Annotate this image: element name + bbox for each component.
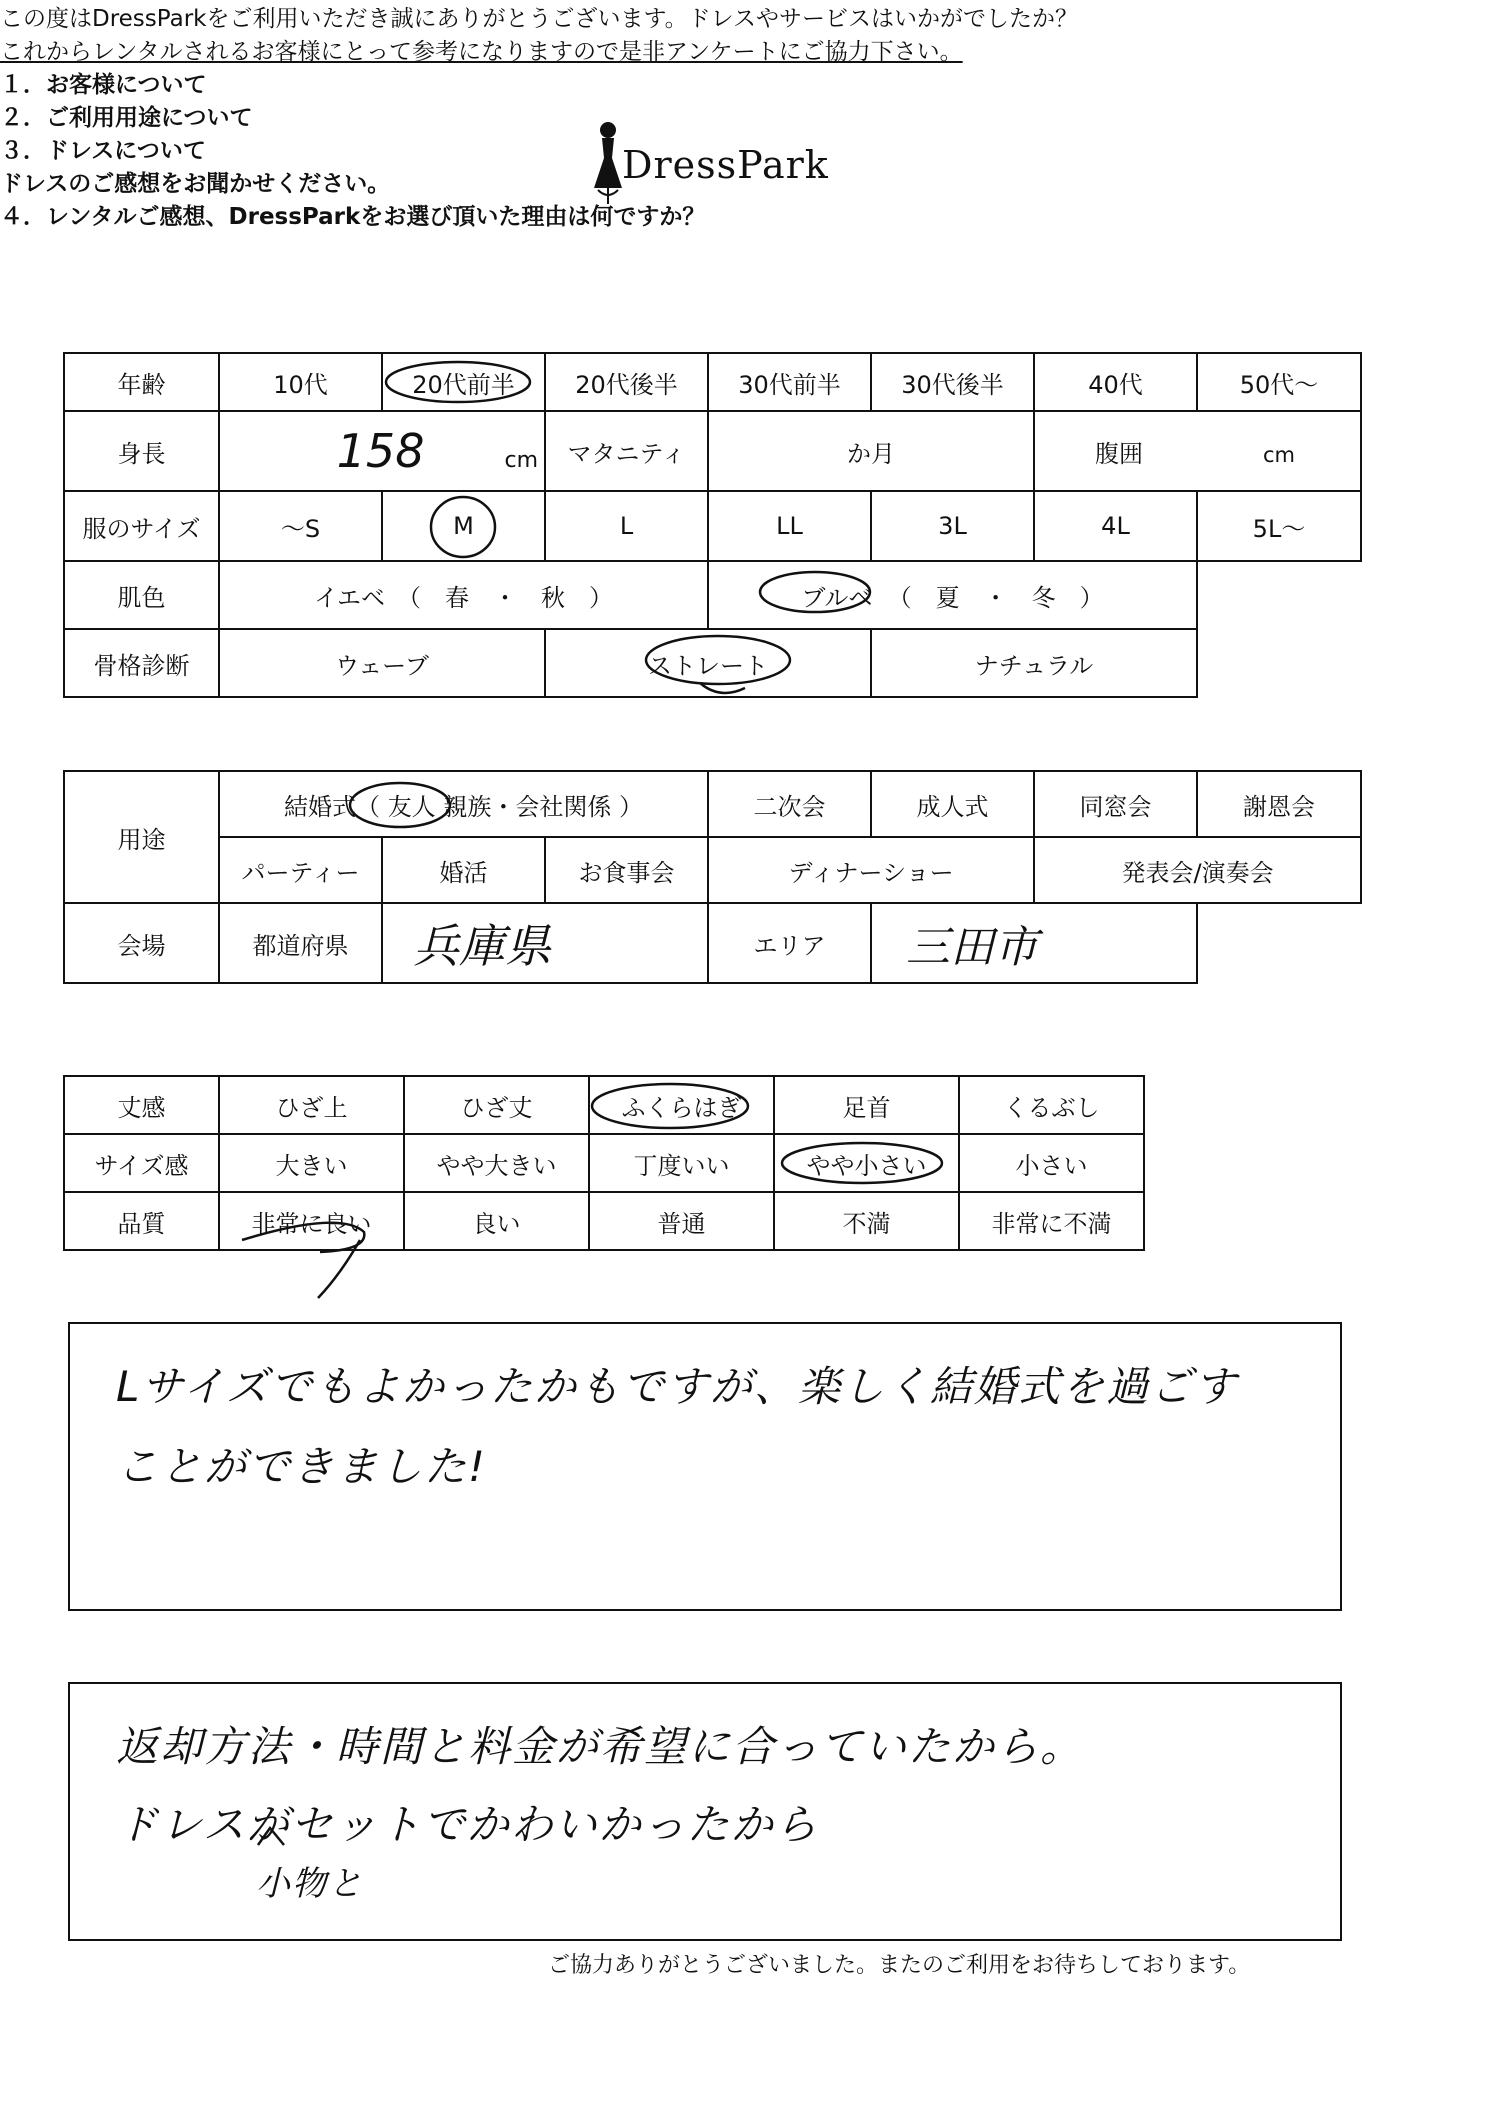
section-3-title: ３．ドレスについて xyxy=(0,138,206,164)
reason-insert: 小物と xyxy=(256,1864,364,1904)
quality-option[interactable]: 不満 xyxy=(774,1192,959,1250)
skin-blue-option[interactable] xyxy=(708,561,1197,629)
prefecture-field[interactable] xyxy=(382,903,708,983)
frame-option[interactable]: ウェーブ xyxy=(219,629,545,697)
quality-option[interactable]: 普通 xyxy=(589,1192,774,1250)
size-option[interactable]: 4L xyxy=(1034,491,1197,561)
fit-option-selected[interactable]: やや小さい xyxy=(774,1134,959,1192)
length-option[interactable]: くるぶし xyxy=(959,1076,1144,1134)
quality-option[interactable]: 非常に不満 xyxy=(959,1192,1144,1250)
skin-label: 肌色 xyxy=(64,561,219,629)
frame-label: 骨格診断 xyxy=(64,629,219,697)
waist-unit: cm xyxy=(1263,442,1296,467)
maternity-months-field[interactable] xyxy=(708,411,1034,491)
length-option[interactable]: ひざ丈 xyxy=(404,1076,589,1134)
brand-logo-text: DressPark xyxy=(622,143,829,187)
area-value: 三田市 xyxy=(906,922,1039,973)
size-option-selected[interactable]: M xyxy=(382,491,545,561)
fit-option[interactable]: 大きい xyxy=(219,1134,404,1192)
section-4-title: ４．レンタルご感想、DressParkをお選び頂いた理由は何ですか？ xyxy=(0,204,706,230)
size-option[interactable]: 3L xyxy=(871,491,1034,561)
age-option[interactable]: 10代 xyxy=(219,353,382,411)
waist-field[interactable] xyxy=(1034,411,1361,491)
prefecture-value: 兵庫県 xyxy=(413,919,551,973)
open-paren: （ xyxy=(356,792,381,821)
quality-label: 品質 xyxy=(64,1192,219,1250)
usage-option[interactable]: 発表会/演奏会 xyxy=(1034,837,1361,903)
usage-option[interactable]: 同窓会 xyxy=(1034,771,1197,837)
skin-blue-label: ブルベ xyxy=(801,583,873,612)
section-1-title: １．お客様について xyxy=(0,72,207,98)
fit-label: サイズ感 xyxy=(64,1134,219,1192)
length-label: 丈感 xyxy=(64,1076,219,1134)
frame-option[interactable]: ナチュラル xyxy=(871,629,1197,697)
reason-line-2: ドレスがセットでかわいかったから xyxy=(116,1800,819,1849)
reason-box[interactable] xyxy=(68,1682,1342,1941)
quality-option[interactable]: 良い xyxy=(404,1192,589,1250)
impression-line-1: Lサイズでもよかったかもですが、楽しく結婚式を過ごす xyxy=(116,1362,1239,1411)
age-option-selected[interactable]: 20代前半 xyxy=(382,353,545,411)
dress-table xyxy=(63,1075,1145,1251)
usage-option[interactable]: ディナーショー xyxy=(708,837,1034,903)
usage-friend-selected[interactable]: 友人 xyxy=(387,792,436,821)
customer-table xyxy=(63,352,1362,698)
fit-option[interactable]: やや大きい xyxy=(404,1134,589,1192)
length-option[interactable]: ひざ上 xyxy=(219,1076,404,1134)
area-field[interactable] xyxy=(871,903,1197,983)
usage-option[interactable]: お食事会 xyxy=(545,837,708,903)
age-option[interactable]: 40代 xyxy=(1034,353,1197,411)
fit-option[interactable]: 小さい xyxy=(959,1134,1144,1192)
fit-option[interactable]: 丁度いい xyxy=(589,1134,774,1192)
age-option[interactable]: 50代～ xyxy=(1197,353,1361,411)
months-unit: か月 xyxy=(847,439,895,468)
intro-line-2: これからレンタルされるお客様にとって参考になりますので是非アンケートにご協力下さい。 xyxy=(0,39,963,65)
area-label: エリア xyxy=(708,903,871,983)
maternity-label: マタニティ xyxy=(545,411,708,491)
size-option[interactable]: 5L～ xyxy=(1197,491,1361,561)
impression-line-2: ことができました! xyxy=(116,1442,487,1491)
size-option[interactable]: ～S xyxy=(219,491,382,561)
usage-option[interactable]: 謝恩会 xyxy=(1197,771,1361,837)
impression-prompt: ドレスのご感想をお聞かせください。 xyxy=(0,171,391,197)
usage-relatives[interactable]: 親族・会社関係 ） xyxy=(443,792,643,821)
height-value: 158 xyxy=(336,424,425,478)
age-option[interactable]: 30代後半 xyxy=(871,353,1034,411)
section-2-title: ２．ご利用用途について xyxy=(0,105,253,131)
usage-label: 用途 xyxy=(64,771,219,903)
skin-blue-seasons: （ 夏 ・ 冬 ） xyxy=(887,583,1104,612)
age-option[interactable]: 30代前半 xyxy=(708,353,871,411)
prefecture-label: 都道府県 xyxy=(219,903,382,983)
venue-label: 会場 xyxy=(64,903,219,983)
length-option[interactable]: 足首 xyxy=(774,1076,959,1134)
footer-thanks: ご協力ありがとうございました。またのご利用をお待ちしております。 xyxy=(548,1953,1251,1978)
size-label: 服のサイズ xyxy=(64,491,219,561)
height-label: 身長 xyxy=(64,411,219,491)
age-label: 年齢 xyxy=(64,353,219,411)
usage-wedding: 結婚式 xyxy=(284,792,357,821)
age-option[interactable]: 20代後半 xyxy=(545,353,708,411)
height-unit: cm xyxy=(504,448,538,473)
intro-line-1: この度はDressParkをご利用いただき誠にありがとうございます。ドレスやサービスはいかがでしたか？ xyxy=(0,6,1078,32)
reason-line-1: 返却方法・時間と料金が希望に合っていたから。 xyxy=(116,1722,1085,1771)
height-field[interactable] xyxy=(219,411,545,491)
waist-label: 腹囲 xyxy=(1095,439,1143,468)
usage-wedding-option[interactable] xyxy=(219,771,708,837)
usage-option[interactable]: パーティー xyxy=(219,837,382,903)
impression-box[interactable] xyxy=(68,1322,1342,1611)
usage-option[interactable]: 二次会 xyxy=(708,771,871,837)
length-option-selected[interactable]: ふくらはぎ xyxy=(589,1076,774,1134)
quality-option-selected[interactable]: 非常に良い xyxy=(219,1192,404,1250)
usage-option[interactable]: 婚活 xyxy=(382,837,545,903)
size-option[interactable]: LL xyxy=(708,491,871,561)
skin-yellow-option[interactable]: イエベ （ 春 ・ 秋 ） xyxy=(219,561,708,629)
size-option[interactable]: L xyxy=(545,491,708,561)
frame-option-selected[interactable]: ストレート xyxy=(545,629,871,697)
usage-table xyxy=(63,770,1362,984)
usage-option[interactable]: 成人式 xyxy=(871,771,1034,837)
